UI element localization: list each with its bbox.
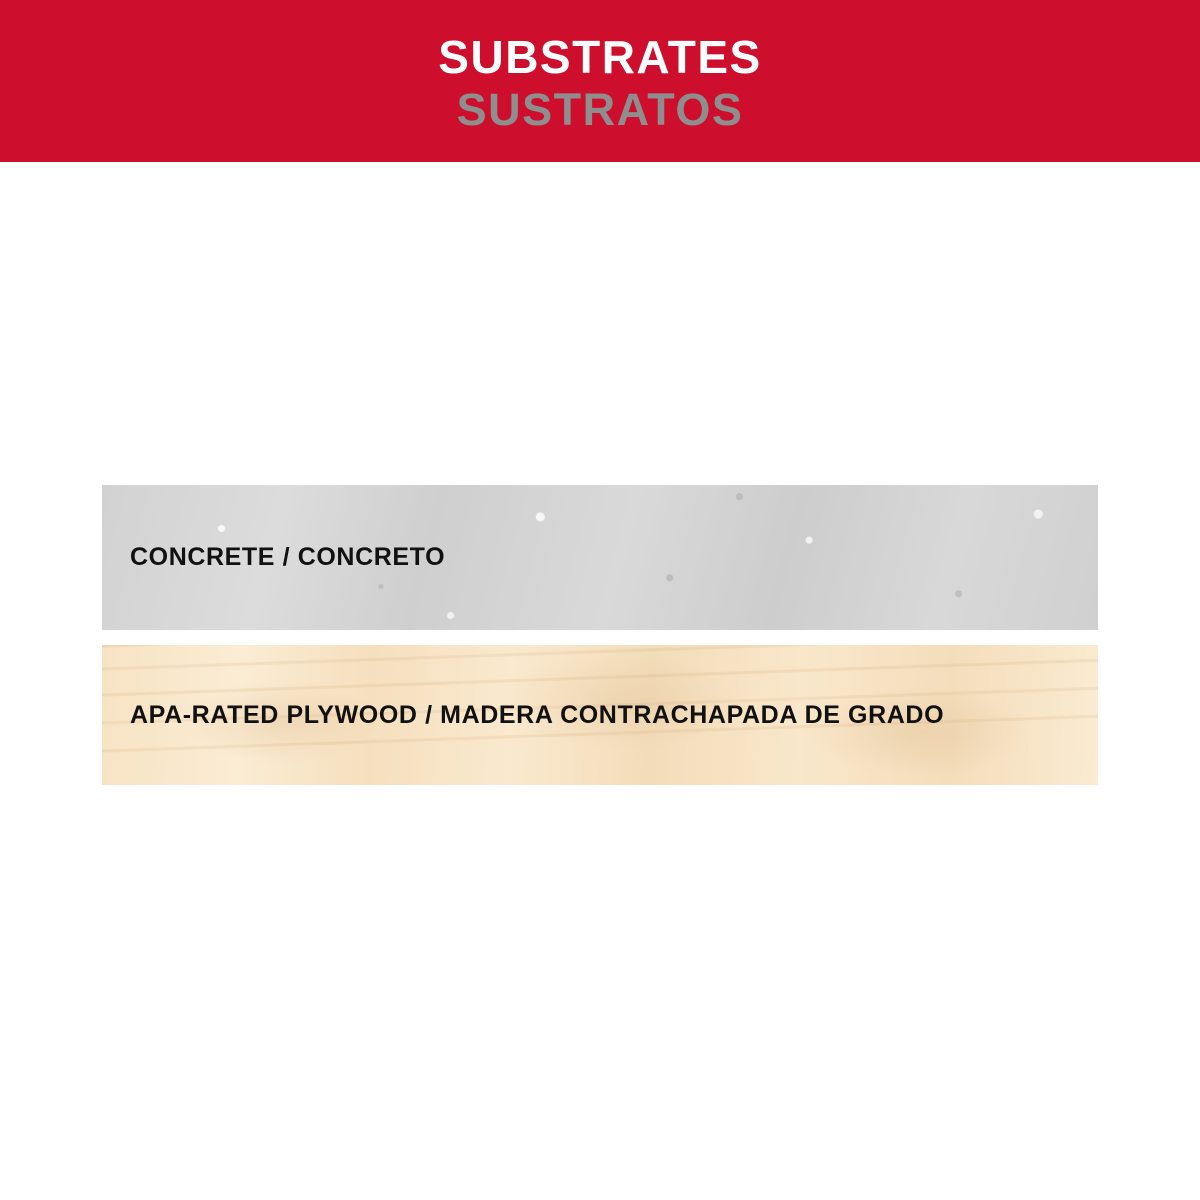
header-banner [0, 0, 1200, 162]
substrate-label-plywood: APA-RATED PLYWOOD / MADERA CONTRACHAPADA DE GRADO [130, 700, 945, 729]
substrate-label-concrete: CONCRETE / CONCRETO [130, 543, 446, 571]
substrate-row-plywood [102, 645, 1098, 785]
page-title: SUBSTRATES [438, 31, 762, 84]
substrate-row-concrete [102, 485, 1098, 630]
page-subtitle: SUSTRATOS [456, 83, 744, 135]
